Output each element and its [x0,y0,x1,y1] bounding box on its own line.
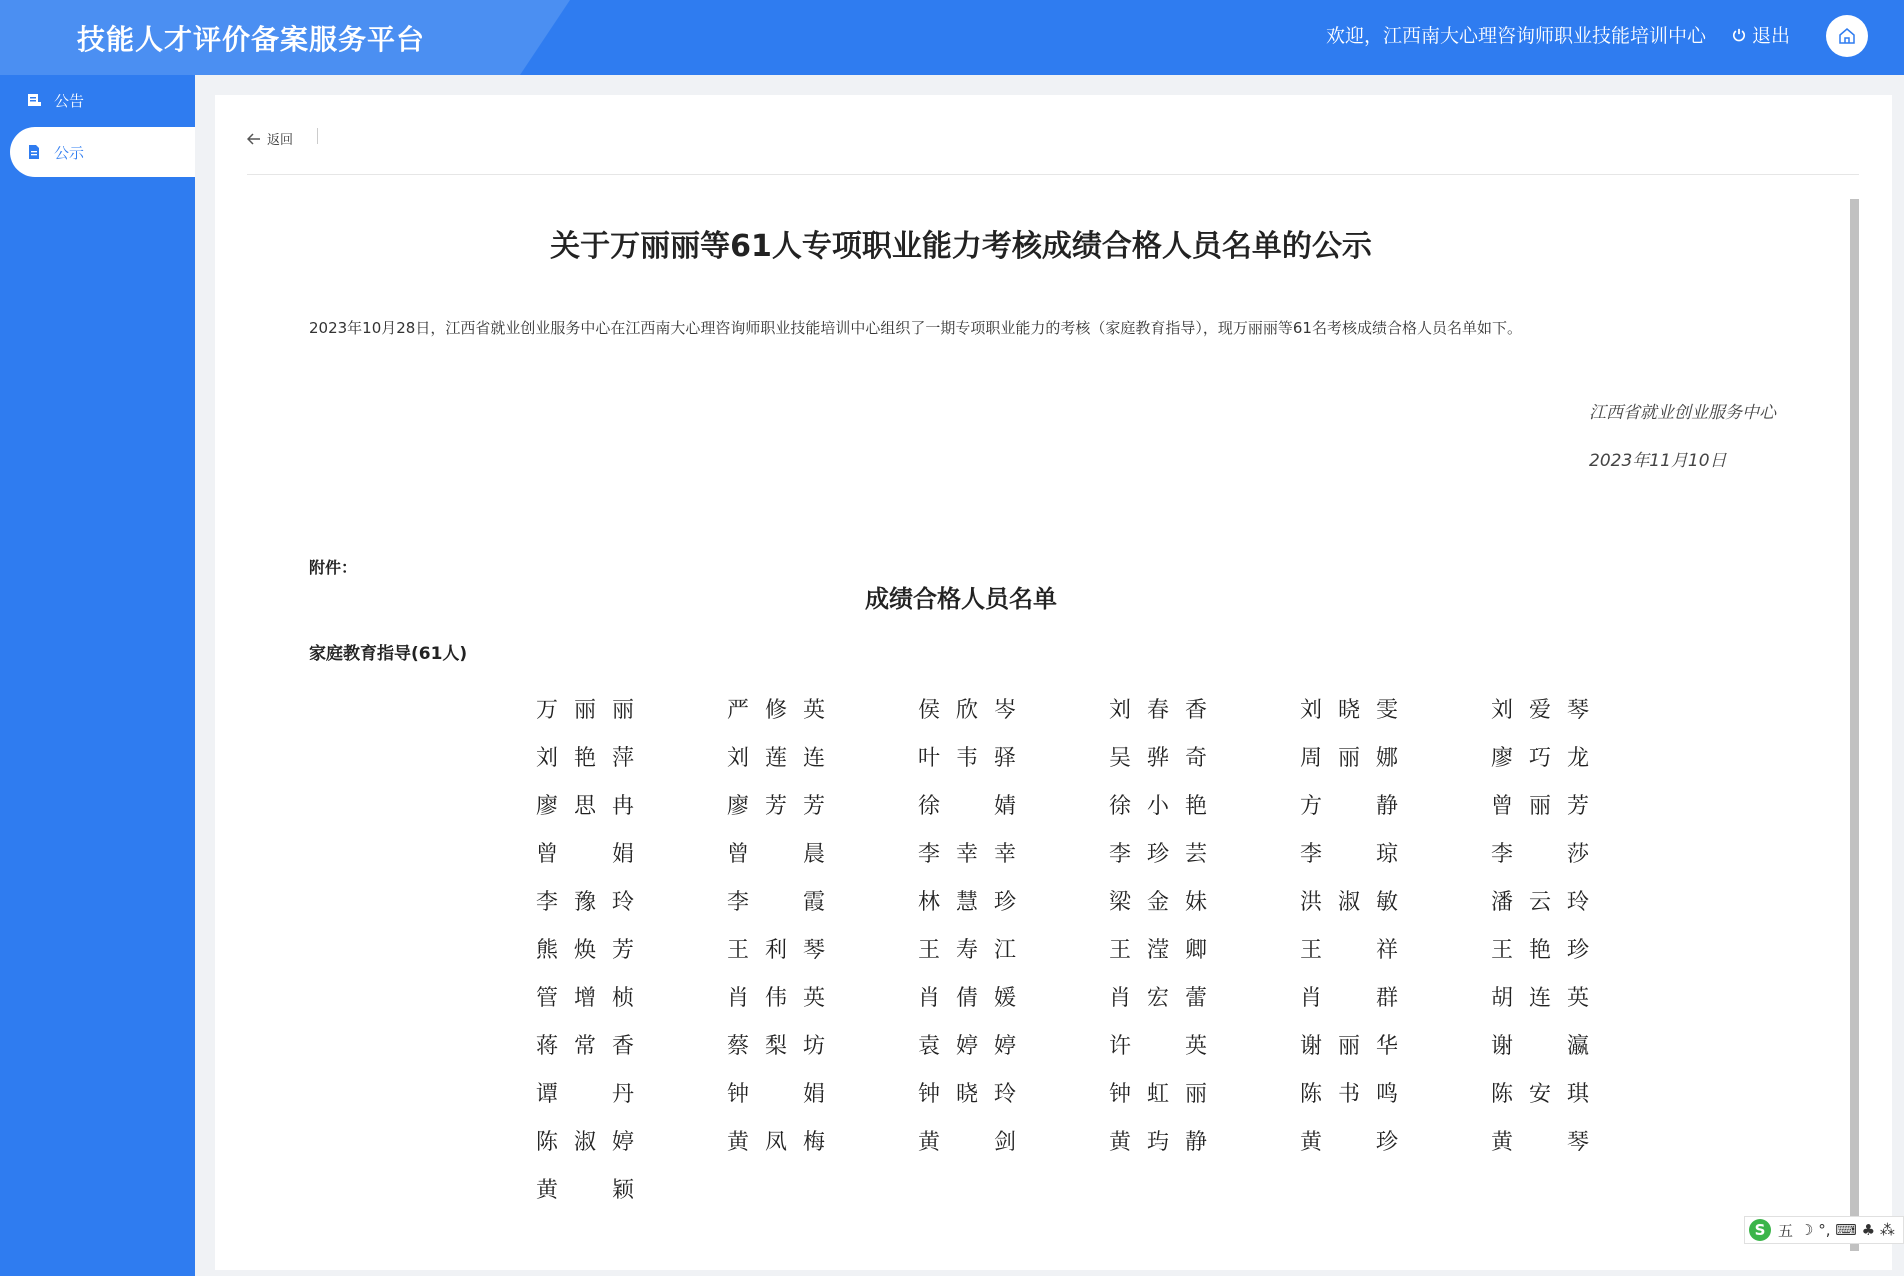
name-char: 珍 [1566,938,1589,963]
person-name [726,693,826,723]
person-name [535,789,635,819]
person-name [1299,933,1399,963]
name-char: 蔡 [726,1034,749,1059]
person-name [726,1029,826,1059]
person-name [1490,933,1590,963]
name-char: 蒋 [535,1034,558,1059]
name-char: 珍 [1146,842,1169,867]
name-char: 李 [1490,842,1513,867]
name-char [573,837,597,867]
name-char: 袁 [917,1034,940,1059]
name-char: 凤 [764,1130,787,1155]
name-char: 方 [1299,794,1322,819]
person-name [726,789,826,819]
name-char: 梅 [802,1130,825,1155]
person-name [1108,789,1208,819]
name-char: 芳 [764,794,787,819]
person-name [1299,741,1399,771]
name-char: 连 [802,746,825,771]
name-char: 肖 [917,986,940,1011]
name-char: 静 [1184,1130,1207,1155]
name-char: 晓 [955,1082,978,1107]
person-name [1299,1029,1399,1059]
name-char: 爱 [1528,698,1551,723]
scrollbar[interactable] [1850,199,1859,1251]
name-char: 滢 [1146,938,1169,963]
person-name [535,1125,635,1155]
name-char: 陈 [1299,1082,1322,1107]
name-char [1337,1125,1361,1155]
person-name [1299,981,1399,1011]
name-char: 豫 [573,890,596,915]
person-name [1108,933,1208,963]
person-name [917,693,1017,723]
person-name [917,837,1017,867]
name-char: 严 [726,698,749,723]
person-name [535,1173,635,1203]
person-name [1108,837,1208,867]
name-char [1337,933,1361,963]
name-char: 林 [917,890,940,915]
notice-icon [26,92,42,108]
person-name [1299,1125,1399,1155]
ime-symbols[interactable]: ☽ °, ⌨ ♣ ⁂ [1800,1221,1895,1239]
name-char: 婷 [955,1034,978,1059]
name-char: 管 [535,986,558,1011]
name-char: 虹 [1146,1082,1169,1107]
name-char: 娟 [611,842,634,867]
name-char: 李 [1299,842,1322,867]
name-char: 雯 [1375,698,1398,723]
name-char: 丽 [1337,746,1360,771]
name-char: 晨 [802,842,825,867]
name-char: 常 [573,1034,596,1059]
name-char: 群 [1375,986,1398,1011]
ime-mode[interactable]: 五 [1778,1221,1794,1240]
name-char: 增 [573,986,596,1011]
name-char: 黄 [535,1178,558,1203]
name-char [1146,1029,1170,1059]
name-char: 江 [993,938,1016,963]
name-char: 王 [1490,938,1513,963]
name-char: 玲 [1566,890,1589,915]
person-name [1299,693,1399,723]
name-char: 利 [764,938,787,963]
name-char: 曾 [535,842,558,867]
person-name [1108,981,1208,1011]
section-title: 家庭教育指导(61人) [309,644,468,664]
name-char: 思 [573,794,596,819]
name-char: 倩 [955,986,978,1011]
name-char: 王 [1108,938,1131,963]
name-char: 钟 [1108,1082,1131,1107]
name-char: 琴 [1566,1130,1589,1155]
name-char: 香 [1184,698,1207,723]
name-char: 春 [1146,698,1169,723]
name-char: 李 [535,890,558,915]
name-char: 颖 [611,1178,634,1203]
name-char: 岑 [993,698,1016,723]
name-char: 丽 [1528,794,1551,819]
name-char: 胡 [1490,986,1513,1011]
name-char: 鸣 [1375,1082,1398,1107]
person-name [535,885,635,915]
logout-label: 退出 [1751,25,1790,47]
logout-button[interactable] [1732,21,1790,48]
name-char: 婷 [993,1034,1016,1059]
name-char [1528,1125,1552,1155]
signature-date: 2023年11月10日 [1589,451,1727,471]
name-char: 英 [802,986,825,1011]
name-char: 莲 [764,746,787,771]
name-char: 婧 [993,794,1016,819]
person-name [726,741,826,771]
name-char: 龙 [1566,746,1589,771]
name-char: 卿 [1184,938,1207,963]
name-char: 曾 [1490,794,1513,819]
name-char: 韦 [955,746,978,771]
name-char: 幸 [955,842,978,867]
signature-org: 江西省就业创业服务中心 [1589,403,1776,423]
person-name [535,981,635,1011]
name-char: 肖 [1108,986,1131,1011]
name-char: 刘 [1108,698,1131,723]
sidebar-item-label: 公告 [54,91,85,110]
name-char: 丽 [1337,1034,1360,1059]
content-card [215,95,1892,1270]
name-char: 骅 [1146,746,1169,771]
person-name [726,1077,826,1107]
name-char [573,1173,597,1203]
name-char: 黄 [726,1130,749,1155]
name-char: 霞 [802,890,825,915]
name-char: 刘 [726,746,749,771]
name-char: 梁 [1108,890,1131,915]
person-name [535,837,635,867]
name-char: 巧 [1528,746,1551,771]
name-char: 吴 [1108,746,1131,771]
platform-title: 技能人才评价备案服务平台 [77,23,426,56]
name-char: 小 [1146,794,1169,819]
person-name [1299,885,1399,915]
name-char: 幸 [993,842,1016,867]
name-char: 艳 [1528,938,1551,963]
top-header [0,0,1904,75]
person-name [535,1077,635,1107]
name-char: 李 [917,842,940,867]
name-char: 焕 [573,938,596,963]
person-name [1108,1077,1208,1107]
person-name [917,933,1017,963]
name-char: 芳 [1566,794,1589,819]
attachment-label: 附件： [309,558,358,577]
name-char: 黄 [1299,1130,1322,1155]
name-char: 刘 [535,746,558,771]
person-name [1108,693,1208,723]
name-char: 芳 [611,938,634,963]
person-name [726,1125,826,1155]
name-char: 冉 [611,794,634,819]
name-char [955,1125,979,1155]
person-name [917,885,1017,915]
name-char [764,885,788,915]
document-icon [26,144,42,160]
person-name [1108,741,1208,771]
back-label: 返回 [267,133,294,148]
name-char: 叶 [917,746,940,771]
name-char: 陈 [535,1130,558,1155]
name-char: 淑 [573,1130,596,1155]
person-name [1108,1125,1208,1155]
person-name [917,1077,1017,1107]
person-name [1490,789,1590,819]
name-char: 梨 [764,1034,787,1059]
name-char: 肖 [726,986,749,1011]
toolbar-separator [317,128,318,144]
name-char: 驿 [993,746,1016,771]
name-char: 侯 [917,698,940,723]
home-icon [1837,26,1857,46]
name-char: 瀛 [1566,1034,1589,1059]
person-name [917,741,1017,771]
name-char: 曾 [726,842,749,867]
name-char: 刘 [1299,698,1322,723]
name-char: 黄 [917,1130,940,1155]
name-char: 婷 [611,1130,634,1155]
name-char: 萍 [611,746,634,771]
name-char [1337,789,1361,819]
name-char: 莎 [1566,842,1589,867]
person-name [1490,885,1590,915]
person-name [726,981,826,1011]
person-name [917,789,1017,819]
name-char: 坊 [802,1034,825,1059]
name-char: 安 [1528,1082,1551,1107]
name-char: 万 [535,698,558,723]
name-char: 静 [1375,794,1398,819]
name-char: 寿 [955,938,978,963]
welcome-text: 欢迎，江西南大心理咨询师职业技能培训中心 [1325,25,1706,47]
sidebar-item-publicity[interactable] [10,127,195,177]
name-char: 廖 [535,794,558,819]
name-char: 芸 [1184,842,1207,867]
person-name [1490,693,1590,723]
name-char: 晓 [1337,698,1360,723]
name-char [1528,1029,1552,1059]
name-char: 钟 [726,1082,749,1107]
person-name [1108,1029,1208,1059]
name-char: 琪 [1566,1082,1589,1107]
sidebar-item-notice[interactable] [10,75,195,125]
name-char [764,837,788,867]
person-name [917,1029,1017,1059]
person-name [1490,1029,1590,1059]
ime-logo-icon: S [1749,1219,1771,1241]
name-char: 周 [1299,746,1322,771]
name-char: 陈 [1490,1082,1513,1107]
home-button[interactable] [1826,15,1868,57]
name-char: 黄 [1490,1130,1513,1155]
name-char: 王 [726,938,749,963]
name-char: 徐 [1108,794,1131,819]
name-char [573,1077,597,1107]
name-char: 王 [1299,938,1322,963]
name-char: 黄 [1108,1130,1131,1155]
name-char: 琴 [802,938,825,963]
document-intro: 2023年10月28日，江西省就业创业服务中心在江西南大心理咨询师职业技能培训中心组织了一期专项职业能力的考核（家庭教育指导），现万丽丽等61名考核成绩合格人员名单如下。 [309,319,1522,337]
person-name [1490,837,1590,867]
name-char: 谢 [1490,1034,1513,1059]
name-char: 廖 [1490,746,1513,771]
person-name [535,1029,635,1059]
name-char: 珍 [1375,1130,1398,1155]
name-char: 剑 [993,1130,1016,1155]
name-char: 妹 [1184,890,1207,915]
person-name [726,837,826,867]
name-char [1337,981,1361,1011]
name-char: 媛 [993,986,1016,1011]
name-char: 伟 [764,986,787,1011]
name-char: 连 [1528,986,1551,1011]
name-char: 王 [917,938,940,963]
name-char: 慧 [955,890,978,915]
name-char [1337,837,1361,867]
sidebar [0,75,195,1276]
name-char [955,789,979,819]
name-char: 金 [1146,890,1169,915]
name-char: 丹 [611,1082,634,1107]
person-name [1299,1077,1399,1107]
person-name [1490,1077,1590,1107]
name-char: 谭 [535,1082,558,1107]
name-char: 刘 [1490,698,1513,723]
person-name [1490,981,1590,1011]
header-divider [247,174,1859,175]
name-char: 云 [1528,890,1551,915]
name-char: 琴 [1566,698,1589,723]
name-char: 淑 [1337,890,1360,915]
name-char: 潘 [1490,890,1513,915]
name-char: 宏 [1146,986,1169,1011]
person-name [1108,885,1208,915]
name-char: 英 [802,698,825,723]
name-char: 廖 [726,794,749,819]
name-char: 李 [1108,842,1131,867]
name-char: 华 [1375,1034,1398,1059]
person-name [917,981,1017,1011]
name-char: 娜 [1375,746,1398,771]
name-char: 桢 [611,986,634,1011]
name-char: 洪 [1299,890,1322,915]
document-title: 关于万丽丽等61人专项职业能力考核成绩合格人员名单的公示 [550,229,1372,264]
name-char: 玲 [993,1082,1016,1107]
name-char: 奇 [1184,746,1207,771]
name-char: 英 [1184,1034,1207,1059]
person-name [917,1125,1017,1155]
name-char: 钟 [917,1082,940,1107]
ime-toolbar[interactable] [1744,1216,1904,1244]
back-button[interactable] [247,129,293,148]
name-char: 琼 [1375,842,1398,867]
person-name [1490,741,1590,771]
list-title: 成绩合格人员名单 [865,585,1057,613]
person-name [1299,837,1399,867]
name-char: 祥 [1375,938,1398,963]
name-char: 艳 [573,746,596,771]
person-name [726,933,826,963]
name-char: 书 [1337,1082,1360,1107]
sidebar-item-label: 公示 [54,143,85,162]
name-char: 徐 [917,794,940,819]
name-char: 谢 [1299,1034,1322,1059]
arrow-left-icon [247,133,261,145]
name-char: 芳 [802,794,825,819]
name-char: 修 [764,698,787,723]
name-char: 娟 [802,1082,825,1107]
name-char: 丽 [573,698,596,723]
power-icon [1732,28,1746,42]
name-char: 珍 [993,890,1016,915]
person-name [1490,1125,1590,1155]
person-name [1299,789,1399,819]
name-char: 肖 [1299,986,1322,1011]
name-char: 艳 [1184,794,1207,819]
person-name [535,741,635,771]
name-char: 李 [726,890,749,915]
name-char: 玙 [1146,1130,1169,1155]
name-char: 蕾 [1184,986,1207,1011]
person-name [726,885,826,915]
name-char: 许 [1108,1034,1131,1059]
name-char: 熊 [535,938,558,963]
person-name [535,933,635,963]
name-char: 英 [1566,986,1589,1011]
name-char: 丽 [611,698,634,723]
name-char: 敏 [1375,890,1398,915]
name-char [764,1077,788,1107]
person-name [535,693,635,723]
name-char: 欣 [955,698,978,723]
name-char [1528,837,1552,867]
name-char: 丽 [1184,1082,1207,1107]
name-char: 香 [611,1034,634,1059]
name-char: 玲 [611,890,634,915]
